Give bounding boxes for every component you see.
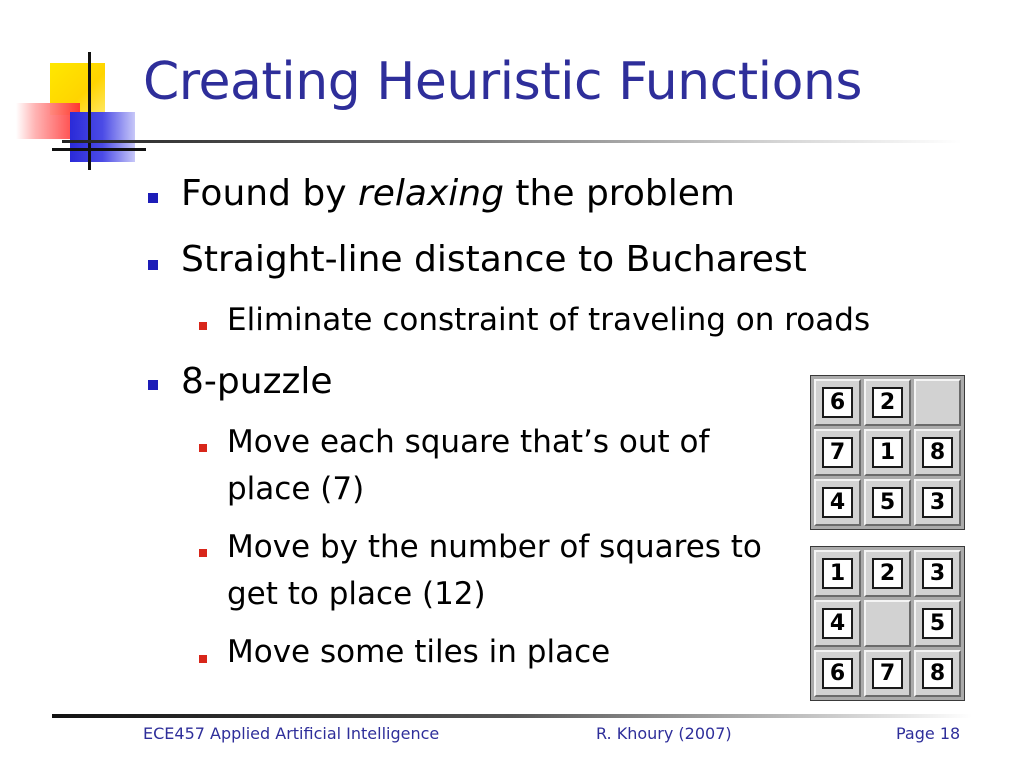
puzzle-tile: 8 (922, 437, 953, 468)
puzzle-cell (814, 429, 861, 476)
puzzle-cell (864, 429, 911, 476)
bullet-8-puzzle: 8-puzzle (181, 361, 333, 402)
puzzle-tile: 8 (922, 658, 953, 689)
bullet-marker (148, 260, 158, 270)
bullet-text: Found by (181, 173, 358, 214)
footer-author: R. Khoury (2007) (596, 724, 732, 743)
puzzle-cell (914, 479, 961, 526)
puzzle-tile: 1 (872, 437, 903, 468)
puzzle-tile: 4 (822, 487, 853, 518)
sub-bullet-tiles-in-place: Move some tiles in place (227, 634, 611, 670)
puzzle-cell (814, 379, 861, 426)
puzzle-tile: 1 (822, 558, 853, 589)
footer-page-number: Page 18 (896, 724, 961, 743)
bullet-relaxing (181, 172, 735, 216)
puzzle-cell (914, 600, 961, 647)
puzzle-tile: 5 (872, 487, 903, 518)
puzzle-start-state (810, 375, 965, 530)
puzzle-cell (864, 479, 911, 526)
puzzle-cell (914, 429, 961, 476)
puzzle-blank-cell (864, 600, 911, 647)
emphasis-relaxing: relaxing (357, 173, 504, 214)
sub-bullet-eliminate-constraint: Eliminate constraint of traveling on roads (227, 302, 871, 338)
puzzle-cell (914, 650, 961, 697)
puzzle-cell (814, 650, 861, 697)
bullet-marker (148, 193, 158, 203)
puzzle-tile: 2 (872, 387, 903, 418)
puzzle-tile: 5 (922, 608, 953, 639)
sub-bullet-marker (199, 655, 207, 663)
bullet-straight-line: Straight-line distance to Bucharest (181, 239, 807, 280)
footer-divider (52, 714, 972, 718)
puzzle-tile: 2 (872, 558, 903, 589)
sub-bullet-marker (199, 444, 207, 452)
puzzle-tile: 4 (822, 608, 853, 639)
sub-bullet-marker (199, 549, 207, 557)
puzzle-cell (864, 650, 911, 697)
sub-bullet-marker (199, 322, 207, 330)
sub-bullet-number-of-squares: Move by the number of squares to get to place (12) (227, 529, 762, 612)
puzzle-tile: 3 (922, 487, 953, 518)
puzzle-tile: 6 (822, 658, 853, 689)
puzzle-tile: 3 (922, 558, 953, 589)
footer-course: ECE457 Applied Artificial Intelligence (143, 724, 440, 743)
bullet-text: the problem (503, 173, 735, 214)
puzzle-cell (864, 550, 911, 597)
puzzle-cell (814, 479, 861, 526)
puzzle-cell (814, 600, 861, 647)
puzzle-tile: 6 (822, 387, 853, 418)
puzzle-tile: 7 (822, 437, 853, 468)
puzzle-cell (864, 379, 911, 426)
puzzle-cell (914, 550, 961, 597)
puzzle-goal-state (810, 546, 965, 701)
puzzle-tile: 7 (872, 658, 903, 689)
slide-title: Creating Heuristic Functions (143, 52, 862, 112)
sub-bullet-out-of-place: Move each square that’s out of place (7) (227, 424, 710, 507)
bullet-marker (148, 380, 158, 390)
puzzle-blank-cell (914, 379, 961, 426)
puzzle-cell (814, 550, 861, 597)
